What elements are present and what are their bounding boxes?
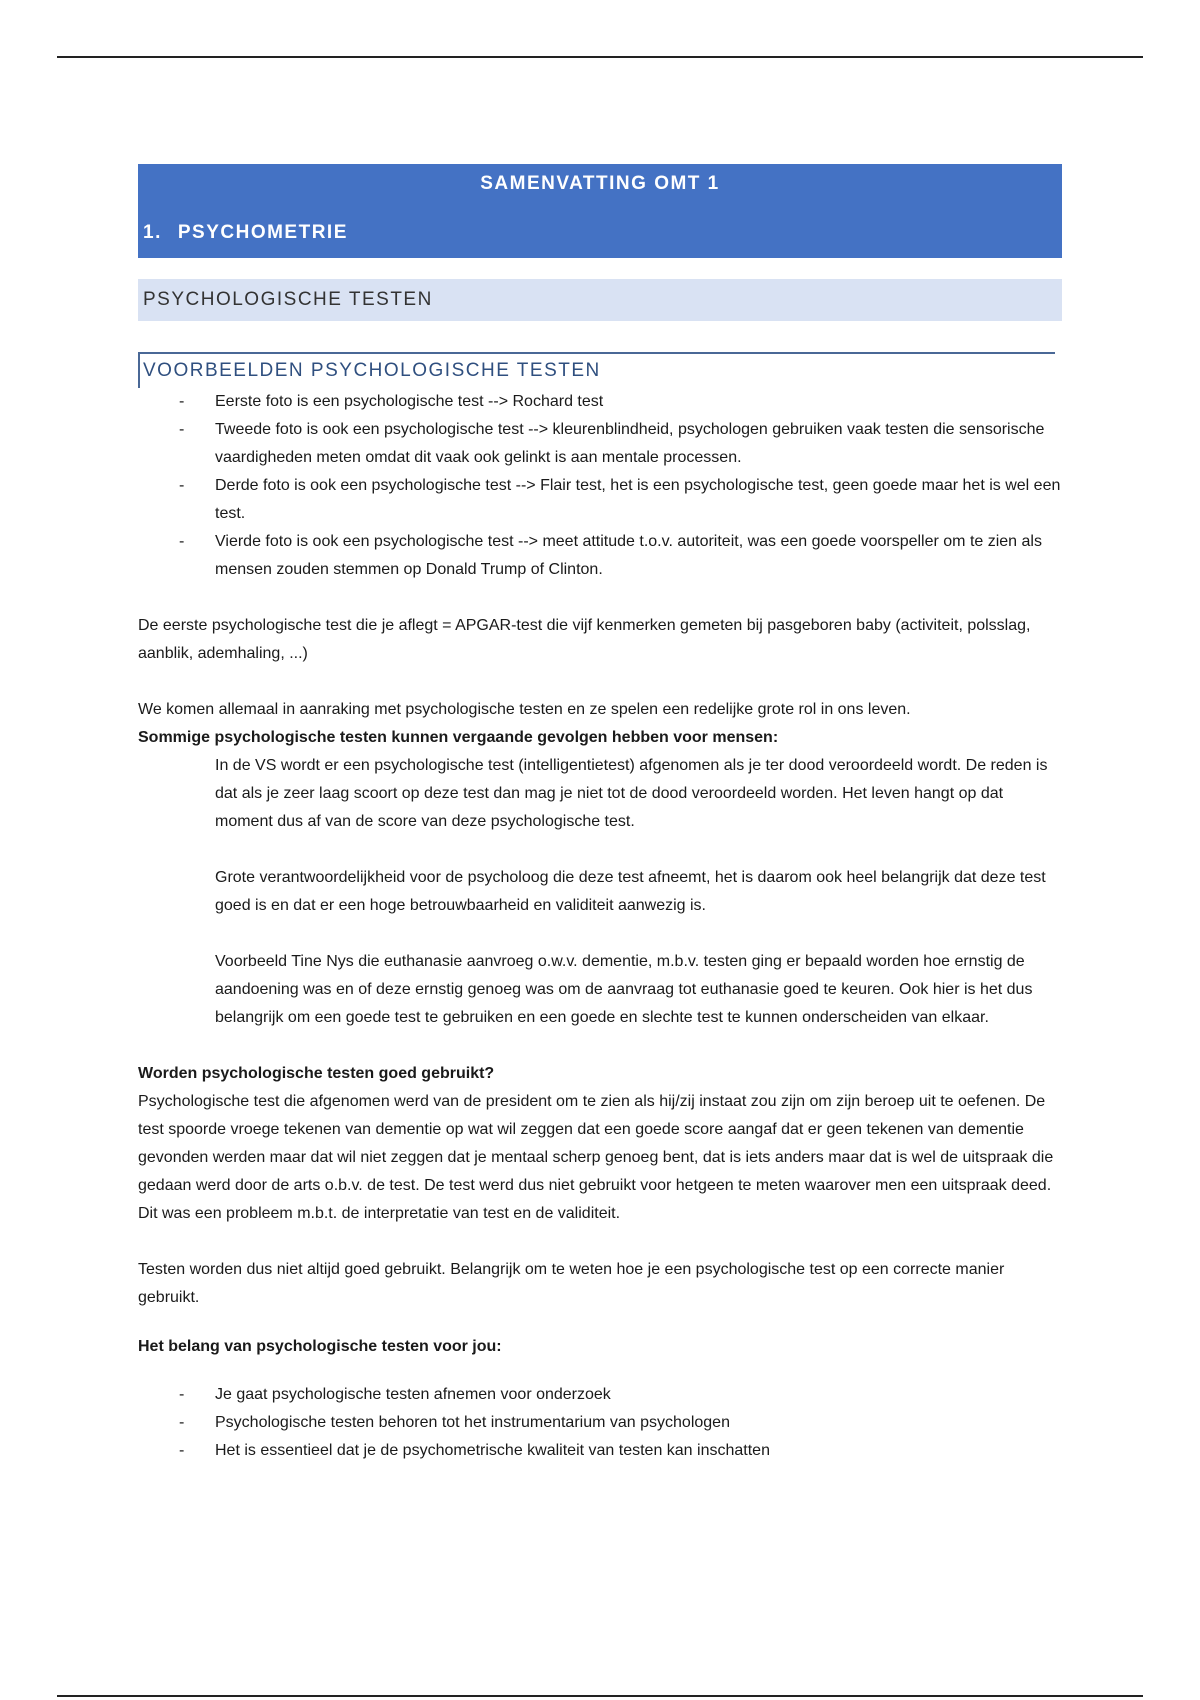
list-item: - Tweede foto is ook een psychologische test --> kleurenblindheid, psychologen gebruiken vaak testen die sensorische vaardigheden meten omdat dit vaak ook gelinkt is aan mentale processen. — [138, 416, 1062, 472]
apgar-paragraph: De eerste psychologische test die je aflegt = APGAR-test die vijf kenmerken gemeten bij pasgeboren baby (activiteit, polsslag, aanblik, ademhaling, ...) — [138, 617, 1031, 662]
page-content — [138, 164, 1062, 1465]
subsection-title: VOORBEELDEN PSYCHOLOGISCHE TESTEN — [143, 360, 601, 381]
chapter-number: 1. — [143, 222, 162, 243]
list-item: - Psychologische testen behoren tot het instrumentarium van psychologen — [138, 1409, 1062, 1437]
bottom-rule — [57, 1695, 1143, 1697]
usage-conclusion: Testen worden dus niet altijd goed gebruikt. Belangrijk om te weten hoe je een psychologische test op een correcte manier gebruikt. — [138, 1261, 1005, 1306]
examples-list — [138, 388, 1062, 584]
intro-paragraph: We komen allemaal in aanraking met psychologische testen en ze spelen een redelijke grote rol in ons leven. — [138, 701, 911, 718]
list-item: - Vierde foto is ook een psychologische test --> meet attitude t.o.v. autoriteit, was een goede voorspeller om te zien als mensen zouden stemmen op Donald Trump of Clinton. — [138, 528, 1062, 584]
chapter-heading — [143, 222, 348, 244]
importance-list — [138, 1381, 1062, 1465]
chapter-title: PSYCHOMETRIE — [177, 222, 348, 243]
list-item: - Je gaat psychologische testen afnemen voor onderzoek — [138, 1381, 1062, 1409]
consequence-paragraph: Grote verantwoordelijkheid voor de psycholoog die deze test afneemt, het is daarom ook heel belangrijk dat deze test goed is en dat er een hoge betrouwbaarheid en validiteit aanwezig is. — [215, 869, 1046, 914]
consequence-paragraph: In de VS wordt er een psychologische test (intelligentietest) afgenomen als je ter dood veroordeeld wordt. De reden is dat als je zeer laag scoort op deze test dan mag je niet tot de dood veroordeeld worden. Het leven hangt op dat moment dus af van de score van deze psychologische test. — [215, 757, 1048, 830]
top-rule — [57, 56, 1143, 58]
usage-paragraph: Psychologische test die afgenomen werd van de president om te zien als hij/zij instaat zou zijn om zijn beroep uit te oefenen. De test spoorde vroege tekenen van dementie op wat wil zeggen dat een goede score aangaf dat er geen tekenen van dementie gevonden werden maar dat wil niet zeggen dat je mentaal scherp genoeg bent, dat is iets anders maar dat is wel de uitspraak die gedaan werd door de arts o.b.v. de test. De test werd dus niet gebruikt voor hetgeen te meten waarover men een uitspraak deed. Dit was een probleem m.b.t. de interpretatie van test en de validiteit. — [138, 1093, 1054, 1222]
document-title: SAMENVATTING OMT 1 — [480, 173, 720, 194]
subsection-heading — [138, 352, 1055, 388]
importance-heading: Het belang van psychologische testen voor jou: — [138, 1338, 502, 1355]
usage-heading: Worden psychologische testen goed gebruikt? — [138, 1065, 495, 1082]
list-item: - Derde foto is ook een psychologische test --> Flair test, het is een psychologische test, geen goede maar het is wel een test. — [138, 472, 1062, 528]
title-banner — [138, 164, 1062, 258]
section-heading: PSYCHOLOGISCHE TESTEN — [138, 279, 1062, 321]
consequence-paragraph: Voorbeeld Tine Nys die euthanasie aanvroeg o.w.v. dementie, m.b.v. testen ging er bepaald worden hoe ernstig de aandoening was en of deze ernstig genoeg was om de aanvraag tot euthanasie goed te keuren. Ook hier is het dus belangrijk om een goede test te gebruiken en een goede en slechte test te kunnen onderscheiden van elkaar. — [215, 953, 1033, 1026]
consequences-heading: Sommige psychologische testen kunnen vergaande gevolgen hebben voor mensen: — [138, 729, 779, 746]
list-item: - Eerste foto is een psychologische test --> Rochard test — [138, 388, 1062, 416]
list-item: - Het is essentieel dat je de psychometrische kwaliteit van testen kan inschatten — [138, 1437, 1062, 1465]
